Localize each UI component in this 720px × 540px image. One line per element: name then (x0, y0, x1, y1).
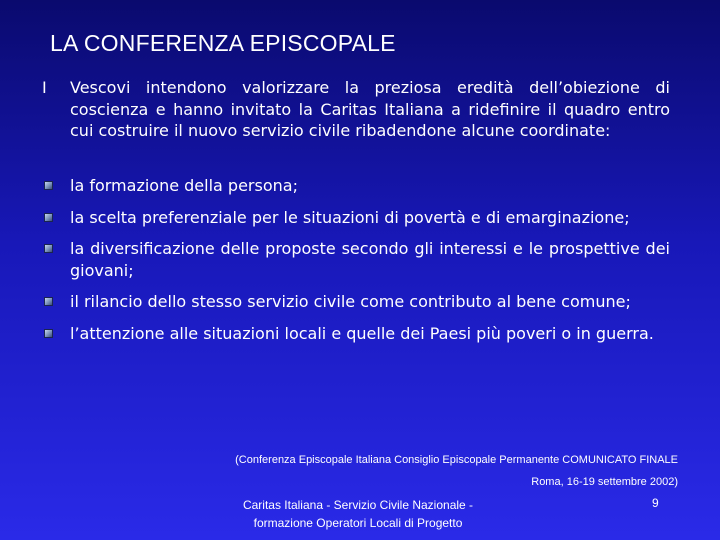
footer-line-2: formazione Operatori Locali di Progetto (253, 516, 463, 530)
bullet-item (44, 291, 670, 313)
bullet-text: la scelta preferenziale per le situazioni di povertà e di emarginazione; (70, 207, 630, 227)
bullet-text: la diversificazione delle proposte secondo gli interessi e le prospettive dei giovani; (70, 239, 670, 280)
square-bullet-icon (44, 244, 53, 253)
square-bullet-icon (44, 181, 53, 190)
square-bullet-icon (44, 213, 53, 222)
intro-paragraph (42, 77, 670, 142)
footer (218, 496, 498, 532)
slide-title: LA CONFERENZA EPISCOPALE (50, 30, 396, 56)
bullet-item (44, 207, 670, 229)
bullet-text: la formazione della persona; (70, 176, 298, 195)
page-number: 9 (652, 496, 659, 510)
footer-line-1: Caritas Italiana - Servizio Civile Nazionale - (242, 498, 474, 512)
intro-initial-letter: I (42, 78, 47, 97)
citation (235, 449, 678, 493)
intro-text: Vescovi intendono valorizzare la preziosa eredità dell’obiezione di coscienza e hanno invitato la Caritas Italiana a ridefinire il quadro entro cui costruire il nuovo servizio civile ribadendone alcune coordinate: (70, 78, 670, 140)
bullet-item (44, 238, 670, 281)
citation-line-1: (Conferenza Episcopale Italiana Consiglio Episcopale Permanente COMUNICATO FINALE (235, 454, 678, 466)
bullet-item (44, 323, 670, 345)
square-bullet-icon (44, 329, 53, 338)
bullet-text: il rilancio dello stesso servizio civile come contributo al bene comune; (70, 292, 631, 311)
bullet-list (44, 175, 670, 354)
citation-line-2: Roma, 16-19 settembre 2002) (531, 476, 678, 488)
bullet-text: l’attenzione alle situazioni locali e quelle dei Paesi più poveri o in guerra. (70, 323, 654, 343)
bullet-item (44, 175, 670, 197)
square-bullet-icon (44, 297, 53, 306)
